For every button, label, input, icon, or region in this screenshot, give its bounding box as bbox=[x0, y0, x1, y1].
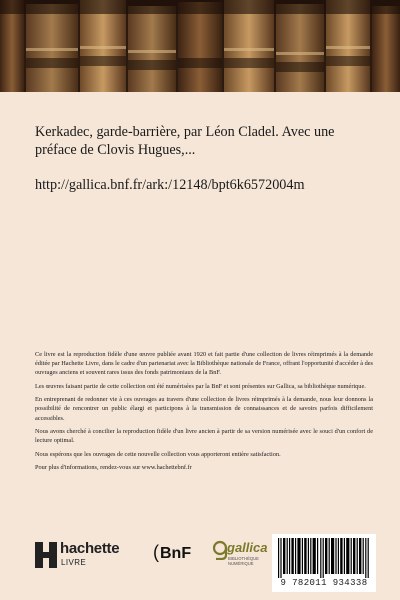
hachette-sub: LIVRE bbox=[61, 558, 87, 567]
back-cover-text bbox=[35, 350, 373, 476]
hachette-livre-logo bbox=[35, 540, 125, 572]
hachette-mark-icon bbox=[35, 542, 57, 568]
gallica-name: gallica bbox=[227, 540, 268, 555]
bnf-name: BnF bbox=[160, 545, 192, 562]
bnf-paren: ( bbox=[153, 542, 159, 562]
paragraph-mission: En entreprenant de redonner vie à ces ouvrages au travers d'une collection de livres réimprimés à la demande, nous leur donnons la possibilité de rencontrer un public élargi et participons à la transmission de connaissances et de savoirs parfois difficilement accessibles. bbox=[35, 396, 373, 422]
paragraph-reading-comfort: Nous avons cherché à concilier la reproduction fidèle d'un livre ancien à partir de sa version numérisée avec le souci d'un confort de lecture optimal. bbox=[35, 427, 373, 445]
barcode-bars-icon bbox=[278, 538, 370, 578]
isbn-digits: 9 782011 934338 bbox=[280, 578, 368, 588]
gallica-g-icon bbox=[213, 540, 227, 560]
book-spines-image bbox=[0, 0, 400, 92]
gallica-sub: BIBLIOTHÈQUE NUMÉRIQUE bbox=[228, 556, 259, 566]
isbn-barcode bbox=[272, 534, 376, 592]
gallica-url: http://gallica.bnf.fr/ark:/12148/bpt6k6572004m bbox=[35, 177, 305, 193]
book-spines-banner bbox=[0, 0, 400, 92]
paragraph-satisfaction: Nous espérons que les ouvrages de cette nouvelle collection vous apporteront entière satisfaction. bbox=[35, 450, 281, 458]
paragraph-gallica: Les œuvres faisant partie de cette collection ont été numérisées par la BnF et sont présentes sur Gallica, sa bibliothèque numérique. bbox=[35, 382, 366, 390]
bnf-logo bbox=[153, 542, 191, 563]
paragraph-intro: Ce livre est la reproduction fidèle d'une œuvre publiée avant 1920 et fait partie d'une collection de livres réimprimés à la demande éditée par Hachette Livre, dans le cadre d'un partenariat avec la Bibliothèque nationale de France, offrant l'opportunité d'accéder à des ouvrages anciens et souvent rares issus des fonds patrimoniaux de la BnF. bbox=[35, 351, 373, 377]
gallica-logo bbox=[213, 540, 273, 574]
book-title: Kerkadec, garde-barrière, par Léon Cladel. Avec une préface de Clovis Hugues,... bbox=[35, 124, 335, 158]
hachette-name: hachette bbox=[60, 540, 120, 557]
paragraph-more-info: Pour plus d'informations, rendez-vous sur www.hachettebnf.fr bbox=[35, 463, 192, 471]
